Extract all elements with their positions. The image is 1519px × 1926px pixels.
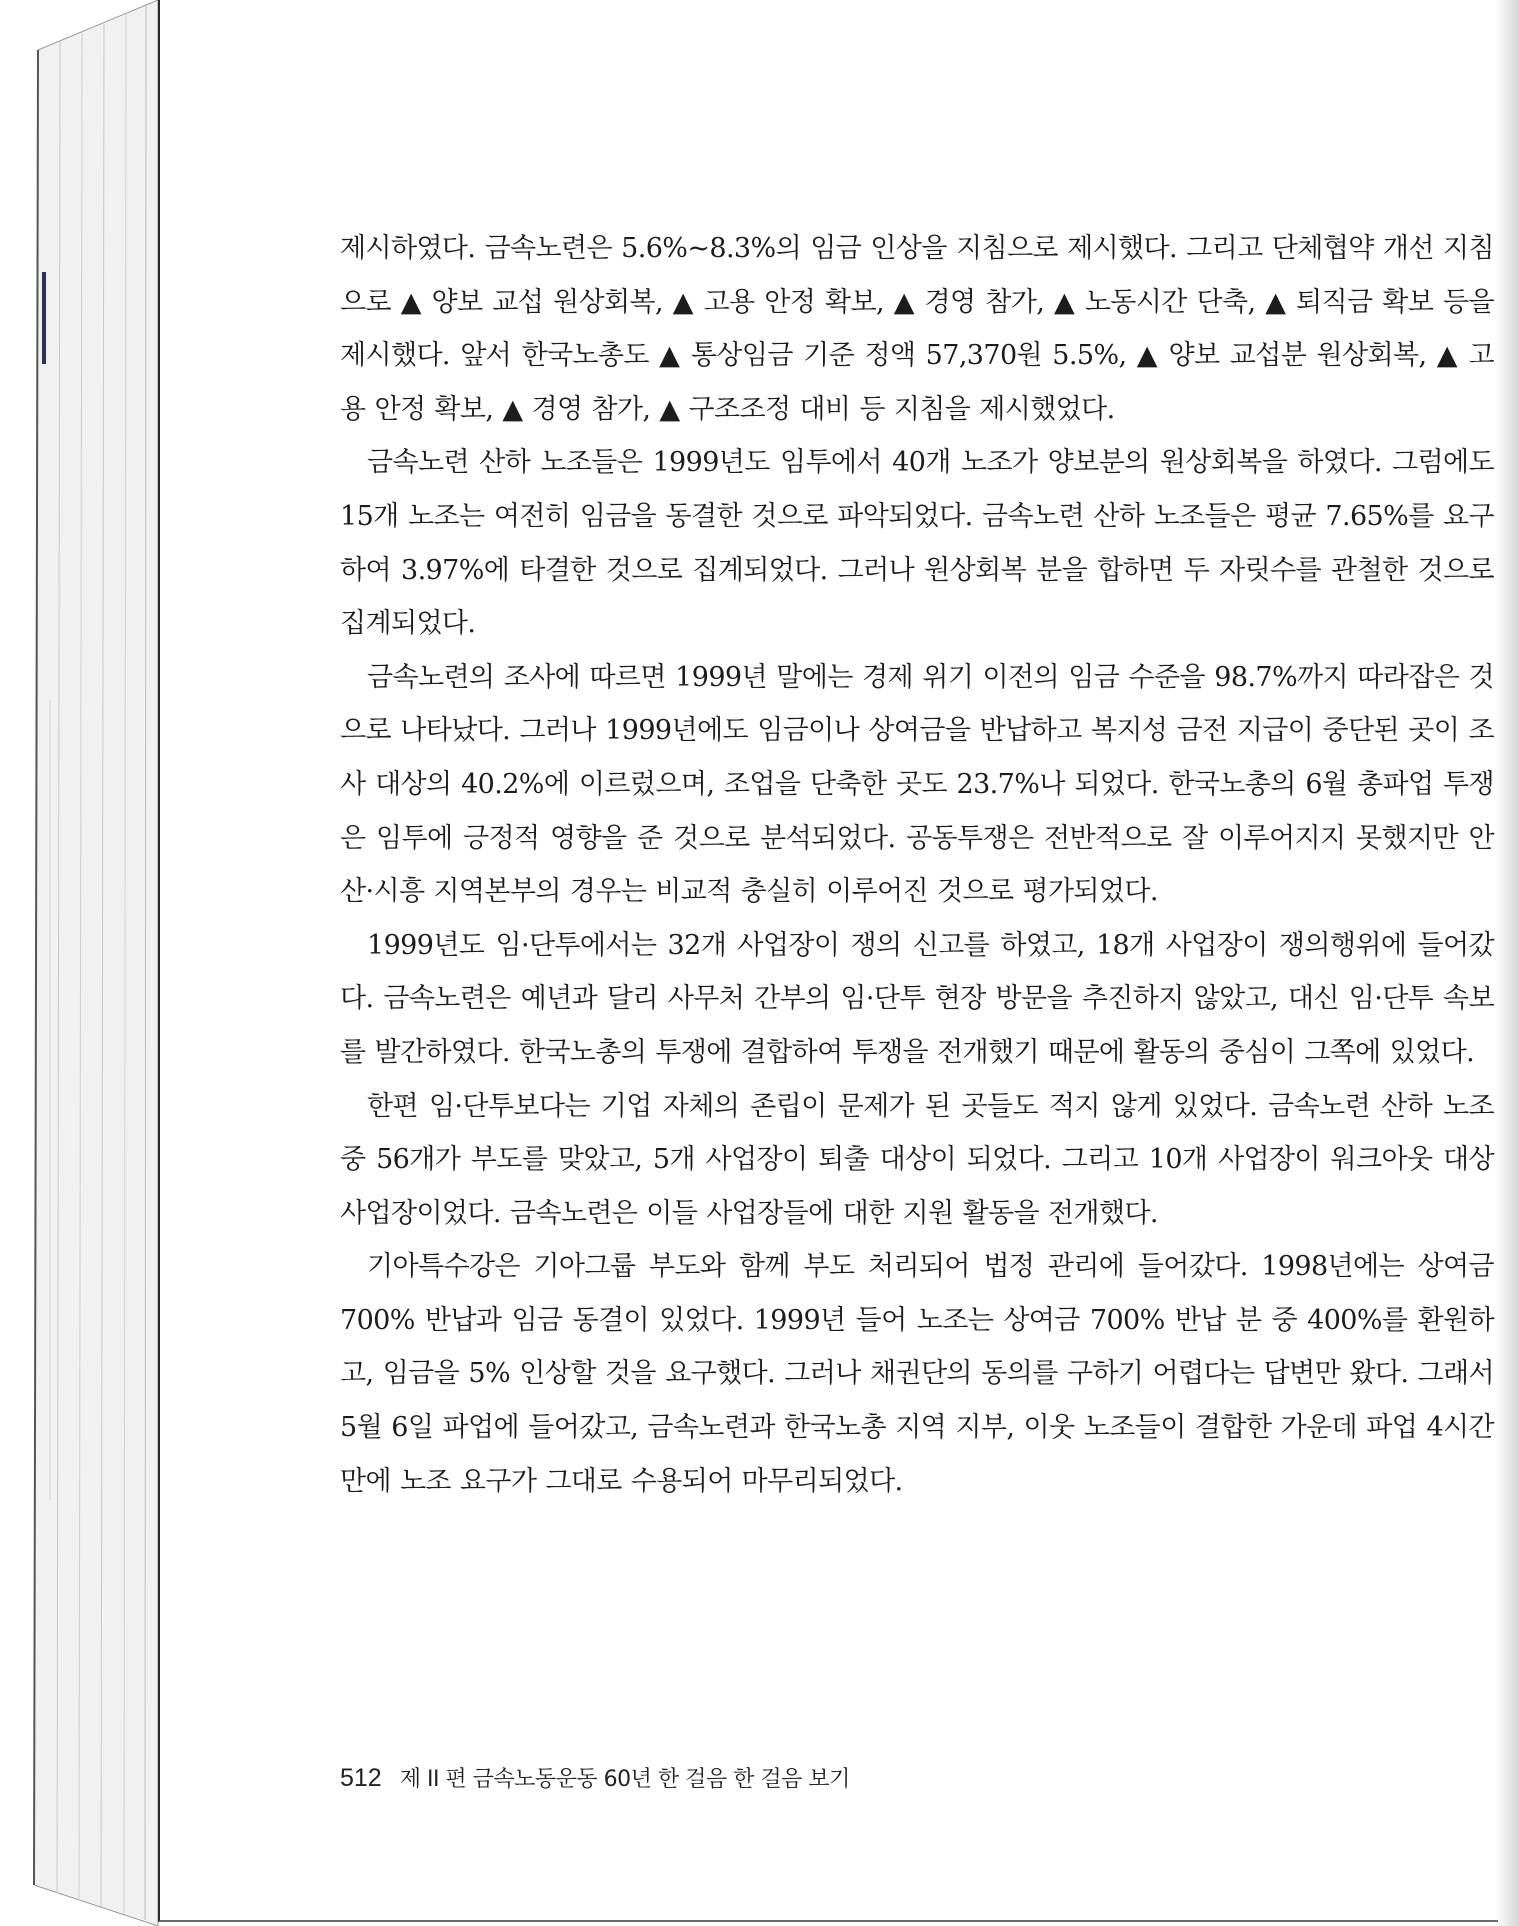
page-footer	[340, 1762, 850, 1798]
paragraph: 기아특수강은 기아그룹 부도와 함께 부도 처리되어 법정 관리에 들어갔다. 1998년에는 상여금 700% 반납과 임금 동결이 있었다. 1999년 들어 노조는 상여금 700% 반납 분 중 400%를 환원하고, 임금을 5% 인상할 것을 요구했다. 그러나 채권단의 동의를 구하기 어렵다는 답변만 왔다. 그래서 5월 6일 파업에 들어갔고, 금속노련과 한국노총 지역 지부, 이웃 노조들이 결합한 가운데 파업 4시간 만에 노조 요구가 그대로 수용되어 마무리되었다.	[340, 1251, 1494, 1497]
book-page	[158, 0, 1498, 1922]
paragraph: 금속노련 산하 노조들은 1999년도 임투에서 40개 노조가 양보분의 원상회복을 하였다. 그럼에도 15개 노조는 여전히 임금을 동결한 것으로 파악되었다. 금속노련 산하 노조들은 평균 7.65%를 요구하여 3.97%에 타결한 것으로 집계되었다. 그러나 원상회복 분을 합하면 두 자릿수를 관철한 것으로 집계되었다.	[340, 447, 1494, 640]
body-text	[340, 222, 1494, 1508]
paragraph: 1999년도 임·단투에서는 32개 사업장이 쟁의 신고를 하였고, 18개 사업장이 쟁의행위에 들어갔다. 금속노련은 예년과 달리 사무처 간부의 임·단투 현장 방문을 추진하지 않았고, 대신 임·단투 속보를 발간하였다. 한국노총의 투쟁에 결합하여 투쟁을 전개했기 때문에 활동의 중심이 그쪽에 있었다.	[340, 929, 1494, 1068]
paragraph: 금속노련의 조사에 따르면 1999년 말에는 경제 위기 이전의 임금 수준을 98.7%까지 따라잡은 것으로 나타났다. 그러나 1999년에도 임금이나 상여금을 반납하고 복지성 금전 지급이 중단된 곳이 조사 대상의 40.2%에 이르렀으며, 조업을 단축한 곳도 23.7%나 되었다. 한국노총의 6월 총파업 투쟁은 임투에 긍정적 영향을 준 것으로 분석되었다. 공동투쟁은 전반적으로 잘 이루어지지 못했지만 안산·시흥 지역본부의 경우는 비교적 충실히 이루어진 것으로 평가되었다.	[340, 661, 1494, 908]
paragraph: 한편 임·단투보다는 기업 자체의 존립이 문제가 된 곳들도 적지 않게 있었다. 금속노련 산하 노조 중 56개가 부도를 맞았고, 5개 사업장이 퇴출 대상이 되었다. 그리고 10개 사업장이 워크아웃 대상 사업장이었다. 금속노련은 이들 사업장들에 대한 지원 활동을 전개했다.	[340, 1090, 1494, 1229]
page-number: 512	[340, 1764, 382, 1792]
running-title: 제 II 편 금속노동운동 60년 한 걸음 한 걸음 보기	[399, 1767, 850, 1792]
page-shadow	[1495, 0, 1519, 1926]
paragraph: 제시하였다. 금속노련은 5.6%~8.3%의 임금 인상을 지침으로 제시했다. 그리고 단체협약 개선 지침으로 ▲ 양보 교섭 원상회복, ▲ 고용 안정 확보, ▲ 경영 참가, ▲ 노동시간 단축, ▲ 퇴직금 확보 등을 제시했다. 앞서 한국노총도 ▲ 통상임금 기준 정액 57,370원 5.5%, ▲ 양보 교섭분 원상회복, ▲ 고용 안정 확보, ▲ 경영 참가, ▲ 구조조정 대비 등 지침을 제시했었다.	[340, 233, 1494, 425]
book-page-edges	[0, 0, 170, 1926]
